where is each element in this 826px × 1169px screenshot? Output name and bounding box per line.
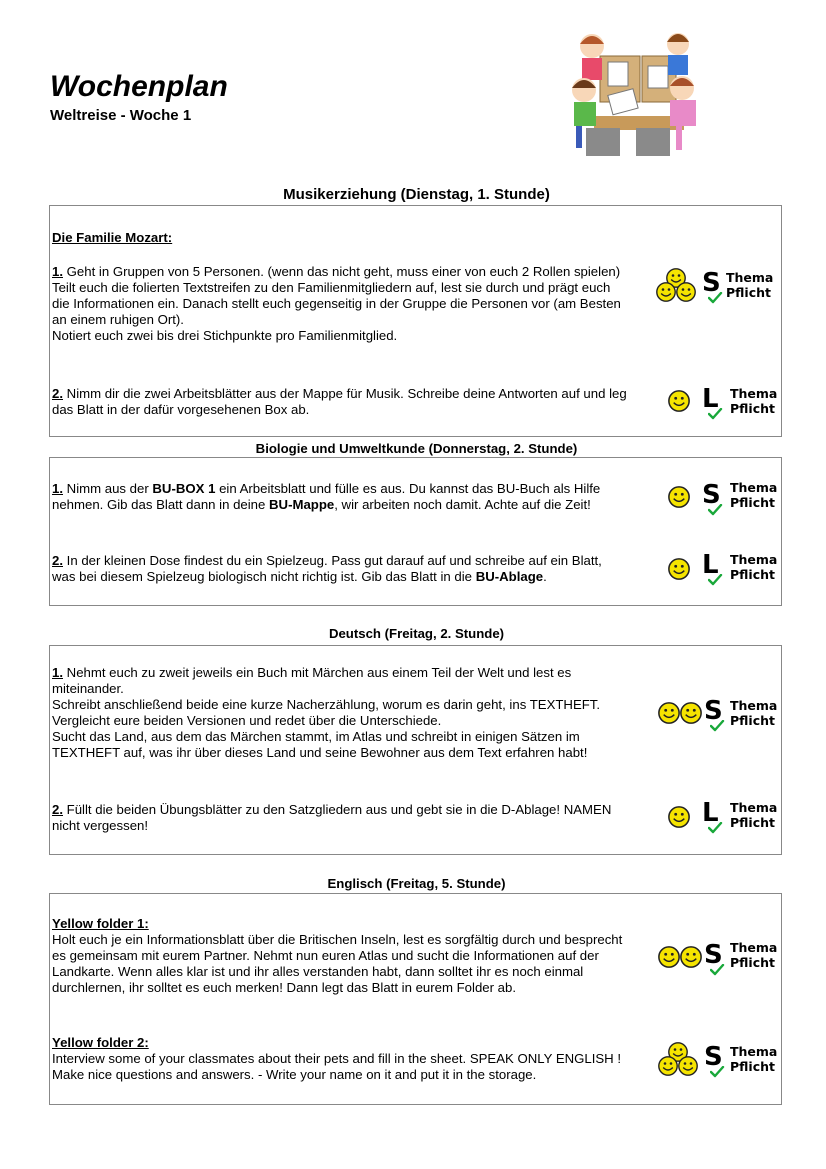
task-number: 2. <box>52 386 63 401</box>
section-box-bio <box>49 457 782 606</box>
badge-single <box>656 480 776 520</box>
task-text: Notiert euch zwei bis drei Stichpunkte pro Familienmitglied. <box>52 328 398 343</box>
task-musik-2 <box>52 386 657 418</box>
letter-marker: S <box>704 696 723 726</box>
task-englisch-1 <box>52 916 657 996</box>
task-number: 1. <box>52 481 63 496</box>
task-text: miteinander. <box>52 681 124 696</box>
task-text: Interview some of your classmates about their pets and fill in the sheet. SPEAK ONLY ENGLISH ! <box>52 1051 622 1066</box>
section-heading: Yellow folder 2: <box>52 1035 149 1050</box>
smiley-icon <box>658 702 680 724</box>
badge-pair <box>656 696 776 736</box>
letter-marker: S <box>702 268 721 298</box>
thema-pflicht-label: Thema Pflicht <box>730 698 778 728</box>
section-heading: Die Familie Mozart: <box>52 230 173 245</box>
letter-marker: S <box>704 1042 723 1072</box>
smiley-icon <box>658 946 680 968</box>
task-text: was bei diesem Spielzeug biologisch nicht richtig ist. Gib das Blatt in die <box>52 569 476 584</box>
task-text: Nimm dir die zwei Arbeitsblätter aus der Mappe für Musik. Schreibe deine Antworten auf und leg <box>63 386 627 401</box>
thema-pflicht-label: Thema Pflicht <box>730 800 778 830</box>
children-reading-illustration <box>556 28 712 160</box>
task-deutsch-1 <box>52 665 657 761</box>
smiley-icon <box>668 558 690 580</box>
check-icon <box>708 292 723 304</box>
thema-pflicht-label: Thema Pflicht <box>726 270 774 300</box>
task-text: Landkarte. Wenn alles klar ist und ihr alles verstanden habt, dann solltet ihr es noch einmal <box>52 964 584 979</box>
thema-pflicht-label: Thema Pflicht <box>730 386 778 416</box>
task-text: ein Arbeitsblatt und fülle es aus. Du kannst das BU-Buch als Hilfe <box>215 481 601 496</box>
task-text: an einem ruhigen Ort). <box>52 312 184 327</box>
section-heading: Yellow folder 1: <box>52 916 149 931</box>
thema-pflicht-label: Thema Pflicht <box>730 480 778 510</box>
check-icon <box>710 964 725 976</box>
task-text: das Blatt in der dafür vorgesehenen Box ab. <box>52 402 310 417</box>
section-title-englisch: Englisch (Freitag, 5. Stunde) <box>327 876 506 891</box>
section-box-deutsch <box>49 645 782 855</box>
check-icon <box>710 1066 725 1078</box>
task-englisch-2 <box>52 1035 657 1083</box>
letter-marker: S <box>704 940 723 970</box>
badge-single <box>656 552 776 592</box>
task-text-bold: BU-Mappe <box>269 497 335 512</box>
smiley-icon <box>680 946 702 968</box>
badge-pair <box>656 940 776 980</box>
check-icon <box>708 408 723 420</box>
check-icon <box>710 720 725 732</box>
page-subtitle: Weltreise - Woche 1 <box>50 107 192 124</box>
task-text: In der kleinen Dose findest du ein Spielzeug. Pass gut darauf auf und schreibe auf ein Blatt, <box>63 553 602 568</box>
badge-group-of-three <box>656 1042 776 1082</box>
task-text: nehmen. Gib das Blatt dann in deine <box>52 497 270 512</box>
letter-marker: L <box>702 550 719 580</box>
task-text: Holt euch je ein Informationsblatt über die Britischen Inseln, lest es sorgfältig durch und besprecht <box>52 932 623 947</box>
check-icon <box>708 574 723 586</box>
letter-marker: L <box>702 798 719 828</box>
task-number: 1. <box>52 665 63 680</box>
task-bio-2 <box>52 553 657 585</box>
thema-pflicht-label: Thema Pflicht <box>730 552 778 582</box>
letter-marker: L <box>702 384 719 414</box>
smiley-icon <box>668 806 690 828</box>
letter-marker: S <box>702 480 721 510</box>
smiley-icon <box>656 282 676 302</box>
task-text-bold: BU-BOX 1 <box>152 481 216 496</box>
task-text: TEXTHEFT auf, was ihr über dieses Land und seine Bewohner aus dem Text erfahren habt! <box>52 745 588 760</box>
section-title-bio: Biologie und Umweltkunde (Donnerstag, 2. Stunde) <box>255 441 578 456</box>
task-text: Füllt die beiden Übungsblätter zu den Satzgliedern aus und gebt sie in die D-Ablage! NAMEN <box>63 802 612 817</box>
task-text: Schreibt anschließend beide eine kurze Nacherzählung, worum es darin geht, ins TEXTHEFT. <box>52 697 601 712</box>
smiley-icon <box>668 390 690 412</box>
badge-single <box>656 800 776 840</box>
smiley-icon <box>680 702 702 724</box>
section-title-musik: Musikerziehung (Dienstag, 1. Stunde) <box>283 186 550 203</box>
task-text: , wir arbeiten noch damit. Achte auf die Zeit! <box>334 497 591 512</box>
task-text: Nehmt euch zu zweit jeweils ein Buch mit Märchen aus einem Teil der Welt und lest es <box>63 665 572 680</box>
task-musik-1 <box>52 264 657 344</box>
smiley-icon <box>658 1056 678 1076</box>
task-number: 1. <box>52 264 63 279</box>
badge-single <box>656 386 776 426</box>
smiley-icon <box>668 486 690 508</box>
task-text: Teilt euch die folierten Textstreifen zu den Familienmitgliedern auf, lest sie durch und prägt euch <box>52 280 611 295</box>
task-number: 2. <box>52 802 63 817</box>
task-text-bold: BU-Ablage <box>475 569 544 584</box>
task-text: Vergleicht eure beiden Versionen und redet über die Unterschiede. <box>52 713 442 728</box>
task-deutsch-2 <box>52 802 657 834</box>
task-text: Make nice questions and answers. - Write your name on it and put it in the storage. <box>52 1067 537 1082</box>
thema-pflicht-label: Thema Pflicht <box>730 1044 778 1074</box>
task-text: Nimm aus der <box>63 481 153 496</box>
task-text: Geht in Gruppen von 5 Personen. (wenn das nicht geht, muss einer von euch 2 Rollen spielen) <box>63 264 621 279</box>
task-text: durchlernen, ihr solltet es euch merken! Dann legt das Blatt in eurem Folder ab. <box>52 980 517 995</box>
smiley-icon <box>678 1056 698 1076</box>
check-icon <box>708 504 723 516</box>
task-text: nicht vergessen! <box>52 818 149 833</box>
task-text: . <box>543 569 547 584</box>
task-number: 2. <box>52 553 63 568</box>
check-icon <box>708 822 723 834</box>
task-text: Sucht das Land, aus dem das Märchen stammt, im Atlas und schreibt in einigen Sätzen im <box>52 729 580 744</box>
page-title: Wochenplan <box>50 70 228 103</box>
smiley-icon <box>676 282 696 302</box>
section-box-englisch <box>49 893 782 1105</box>
section-box-musik <box>49 205 782 437</box>
thema-pflicht-label: Thema Pflicht <box>730 940 778 970</box>
task-text: die Informationen ein. Danach stellt euch gegenseitig in der Gruppe die Personen vor (am Besten <box>52 296 621 311</box>
task-text: es gemeinsam mit eurem Partner. Nehmt nun euren Atlas und sucht die Informationen auf der <box>52 948 599 963</box>
section-title-deutsch: Deutsch (Freitag, 2. Stunde) <box>328 626 505 641</box>
badge-group-of-three <box>656 268 776 308</box>
task-bio-1 <box>52 481 657 513</box>
